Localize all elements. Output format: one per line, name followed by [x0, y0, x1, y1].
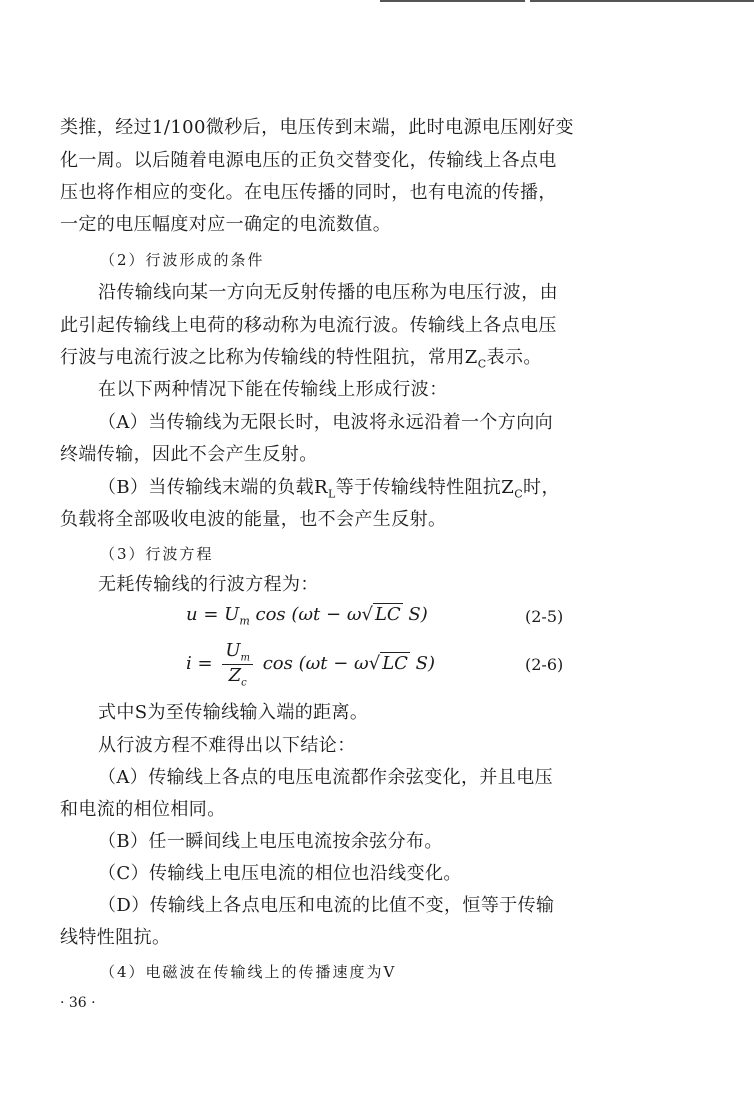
top-rule-left — [380, 0, 525, 2]
paragraph-line: 此引起传输线上电荷的移动称为电流行波。传输线上各点电压 — [60, 315, 557, 336]
paragraph-line: 无耗传输线的行波方程为： — [98, 574, 319, 595]
paragraph-line: 压也将作相应的变化。在电压传播的同时，也有电流的传播， — [60, 182, 557, 203]
list-item-line: 负载将全部吸收电波的能量，也不会产生反射。 — [60, 509, 447, 530]
paragraph-line: 化一周。以后随着电源电压的正负交替变化，传输线上各点电 — [60, 150, 557, 171]
paragraph-line: 从行波方程不难得出以下结论： — [98, 735, 356, 756]
text-run: 表示。 — [486, 347, 542, 368]
paragraph-line: 类推，经过1/100微秒后，电压传到末端，此时电源电压刚好变 — [60, 117, 574, 138]
top-rule-right — [530, 0, 754, 2]
equation-2-5 — [186, 604, 428, 628]
list-item-line: （A）当传输线为无限长时，电波将永远沿着一个方向向 — [98, 412, 553, 433]
section-heading: （4）电磁波在传输线上的传播速度为V — [100, 963, 397, 981]
subscript: L — [327, 487, 336, 501]
list-item-line — [98, 476, 560, 507]
eq-sub: m — [239, 614, 250, 628]
list-item-line: （A）传输线上各点的电压电流都作余弦变化，并且电压 — [98, 767, 553, 788]
eq-cos: cos (ωt − ω√ — [262, 653, 381, 675]
text-run: （B）当传输线末端的负载R — [98, 477, 328, 498]
eq-radicand: LC — [382, 653, 408, 675]
list-item-line: （D）传输线上各点电压和电流的比值不变，恒等于传输 — [98, 895, 555, 916]
denominator-sub: c — [241, 677, 247, 689]
paragraph-line: 沿传输线向某一方向无反射传播的电压称为电压行波，由 — [98, 282, 558, 303]
subscript: C — [477, 357, 487, 371]
eq-cos: cos (ωt − ω√ — [255, 604, 373, 625]
eq-tail: S) — [409, 653, 436, 675]
list-item-line: 线特性阻抗。 — [60, 927, 171, 948]
equation-number: (2-5) — [525, 607, 564, 626]
numerator-sub: m — [240, 652, 250, 664]
fraction-denominator — [222, 665, 253, 689]
subscript: C — [514, 487, 524, 501]
text-run: 时， — [523, 477, 560, 498]
text-run: 行波与电流行波之比称为传输线的特性阻抗，常用Z — [60, 347, 478, 368]
denominator-symbol: Z — [228, 664, 242, 686]
text-run: 等于传输线特性阻抗Z — [335, 477, 515, 498]
equation-number: (2-6) — [525, 655, 564, 674]
list-item-line: 和电流的相位相同。 — [60, 799, 226, 820]
numerator-symbol: U — [225, 640, 241, 661]
eq-equals: = — [197, 653, 213, 675]
eq-fraction — [222, 640, 253, 688]
eq-radicand: LC — [374, 604, 401, 625]
paragraph-line: 式中S为至传输线输入端的距离。 — [98, 702, 369, 723]
paragraph-line — [60, 346, 542, 377]
list-item-line: （C）传输线上电压电流的相位也沿线变化。 — [98, 863, 462, 884]
list-item-line: （B）任一瞬间线上电压电流按余弦分布。 — [98, 831, 443, 852]
eq-lhs: u — [186, 604, 198, 625]
section-heading: （3）行波方程 — [100, 545, 214, 563]
equation-2-6 — [186, 640, 435, 688]
page-number: · 36 · — [60, 995, 96, 1011]
paragraph-line: 在以下两种情况下能在传输线上形成行波： — [98, 379, 448, 400]
paragraph-line: 一定的电压幅度对应一确定的电流数值。 — [60, 214, 392, 235]
fraction-numerator — [222, 640, 253, 665]
eq-tail: S) — [402, 604, 428, 625]
eq-lhs: i — [186, 653, 192, 675]
list-item-line: 终端传输，因此不会产生反射。 — [60, 444, 318, 465]
section-heading: （2）行波形成的条件 — [100, 251, 265, 269]
eq-rhs: = U — [203, 604, 240, 625]
